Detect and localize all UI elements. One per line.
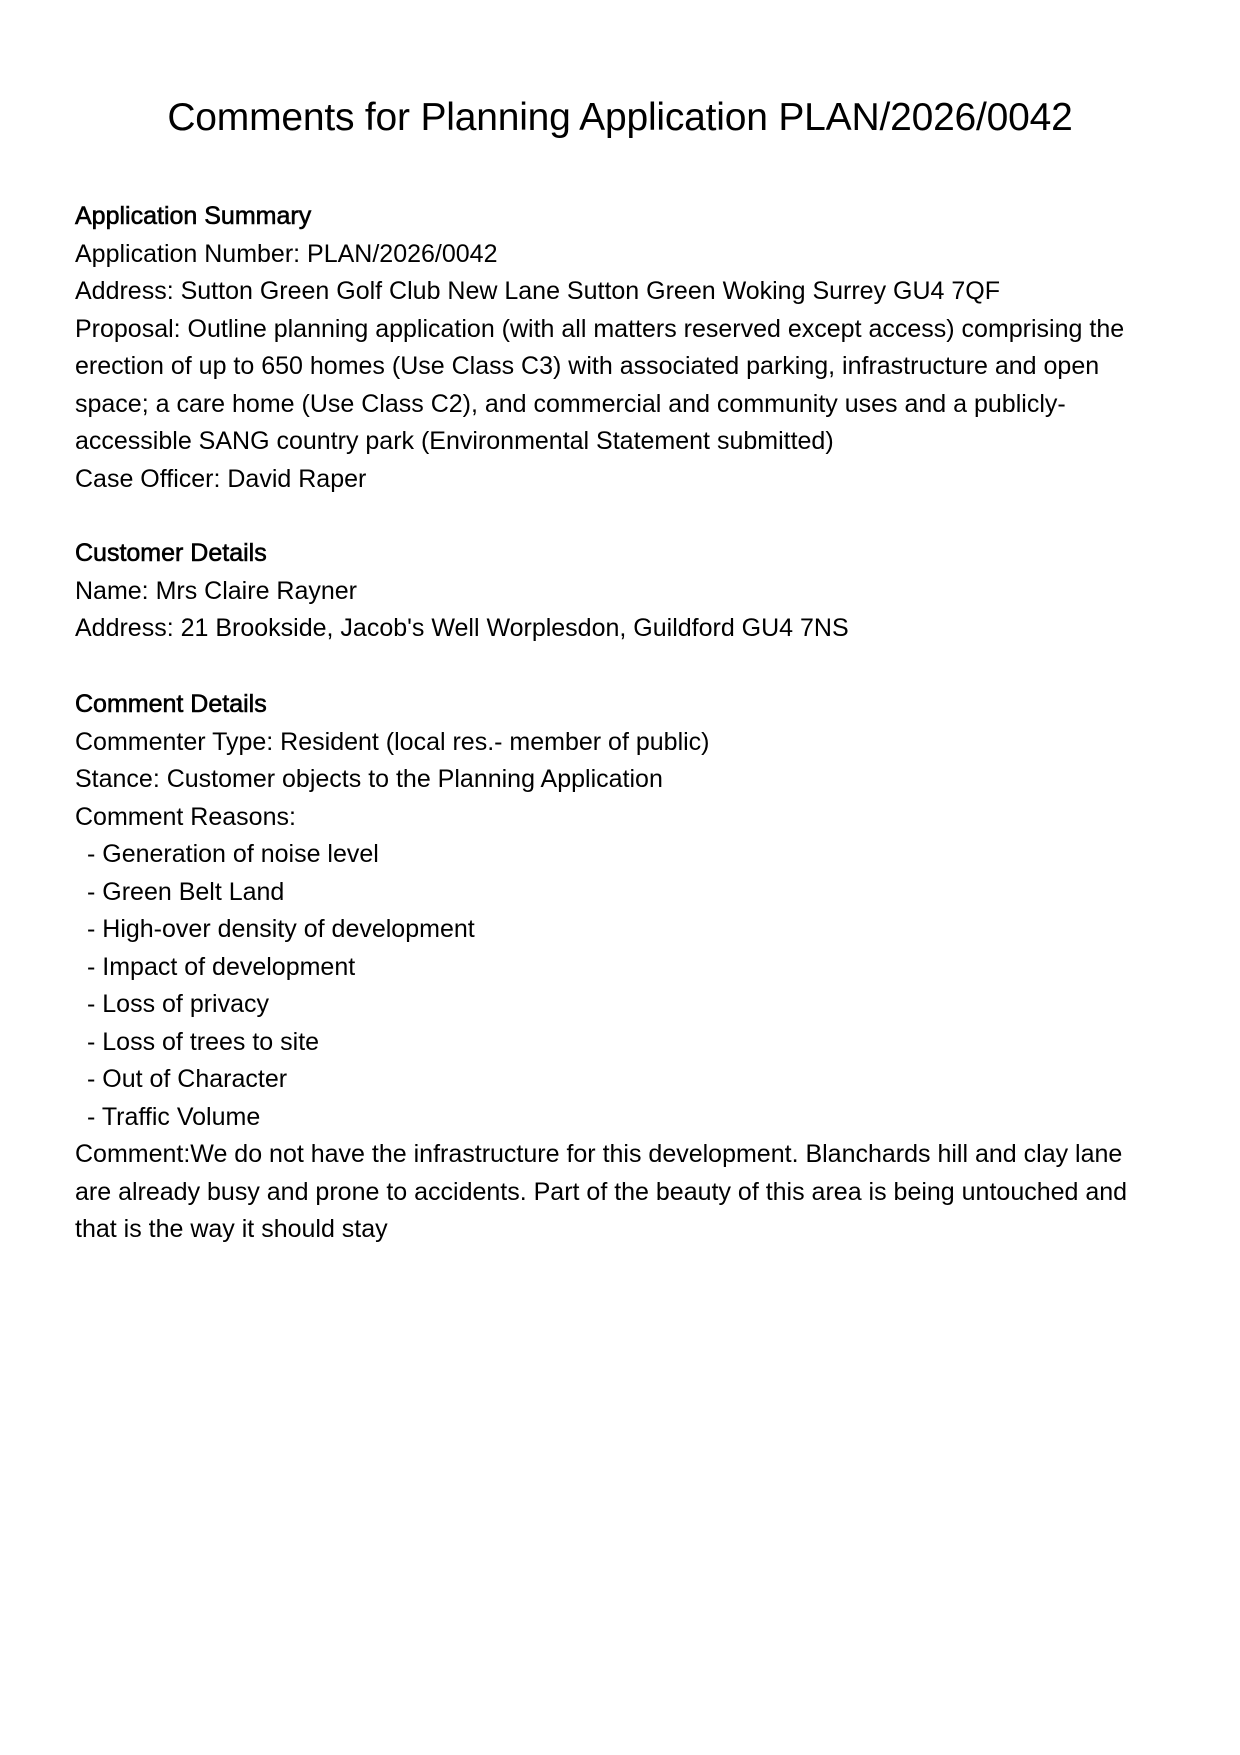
comment-reasons-label: Comment Reasons: — [75, 802, 296, 831]
comment-reason-item: - Loss of trees to site — [87, 1027, 320, 1056]
customer-name: Name: Mrs Claire Rayner — [75, 576, 358, 605]
comment-details-heading: Comment Details — [75, 690, 267, 718]
comment-reason-item: - Loss of privacy — [87, 990, 270, 1018]
comment-details-section — [75, 686, 1165, 1249]
comment-reason-item: - High-over density of development — [87, 915, 475, 943]
application-number: Application Number: PLAN/2026/0042 — [75, 239, 498, 268]
commenter-type: Commenter Type: Resident (local res.- member of public) — [75, 727, 710, 756]
application-address: Address: Sutton Green Golf Club New Lane Sutton Green Woking Surrey GU4 7QF — [75, 277, 1000, 305]
comment-reason-item: - Generation of noise level — [87, 840, 379, 868]
comment-reason-item: - Green Belt Land — [87, 877, 285, 906]
customer-details-section — [75, 535, 1165, 648]
comment-reason-item: - Traffic Volume — [87, 1102, 261, 1131]
application-summary-heading: Application Summary — [75, 202, 312, 230]
page-title: Comments for Planning Application PLAN/2026/0042 — [167, 96, 1073, 139]
customer-address: Address: 21 Brookside, Jacob's Well Worplesdon, Guildford GU4 7NS — [75, 614, 849, 642]
customer-details-heading: Customer Details — [75, 539, 267, 567]
case-officer: Case Officer: David Raper — [75, 464, 367, 493]
comment-text: Comment:We do not have the infrastructure for this development. Blanchards hill and clay lane are already busy and prone to accidents. Part of the beauty of this area is being untouched and that is the way it should stay — [75, 1140, 1128, 1243]
comment-reason-item: - Impact of development — [87, 952, 356, 981]
application-summary-section — [75, 198, 1165, 498]
application-proposal: Proposal: Outline planning application (with all matters reserved except access) comprising the erection of up to 650 homes (Use Class C3) with associated parking, infrastructure and open space; a care home (Use Class C2), and commercial and community uses and a publicly-accessible SANG country park (Environmental Statement submitted) — [75, 314, 1125, 455]
comment-reason-item: - Out of Character — [87, 1065, 288, 1093]
stance: Stance: Customer objects to the Planning Application — [75, 765, 663, 793]
